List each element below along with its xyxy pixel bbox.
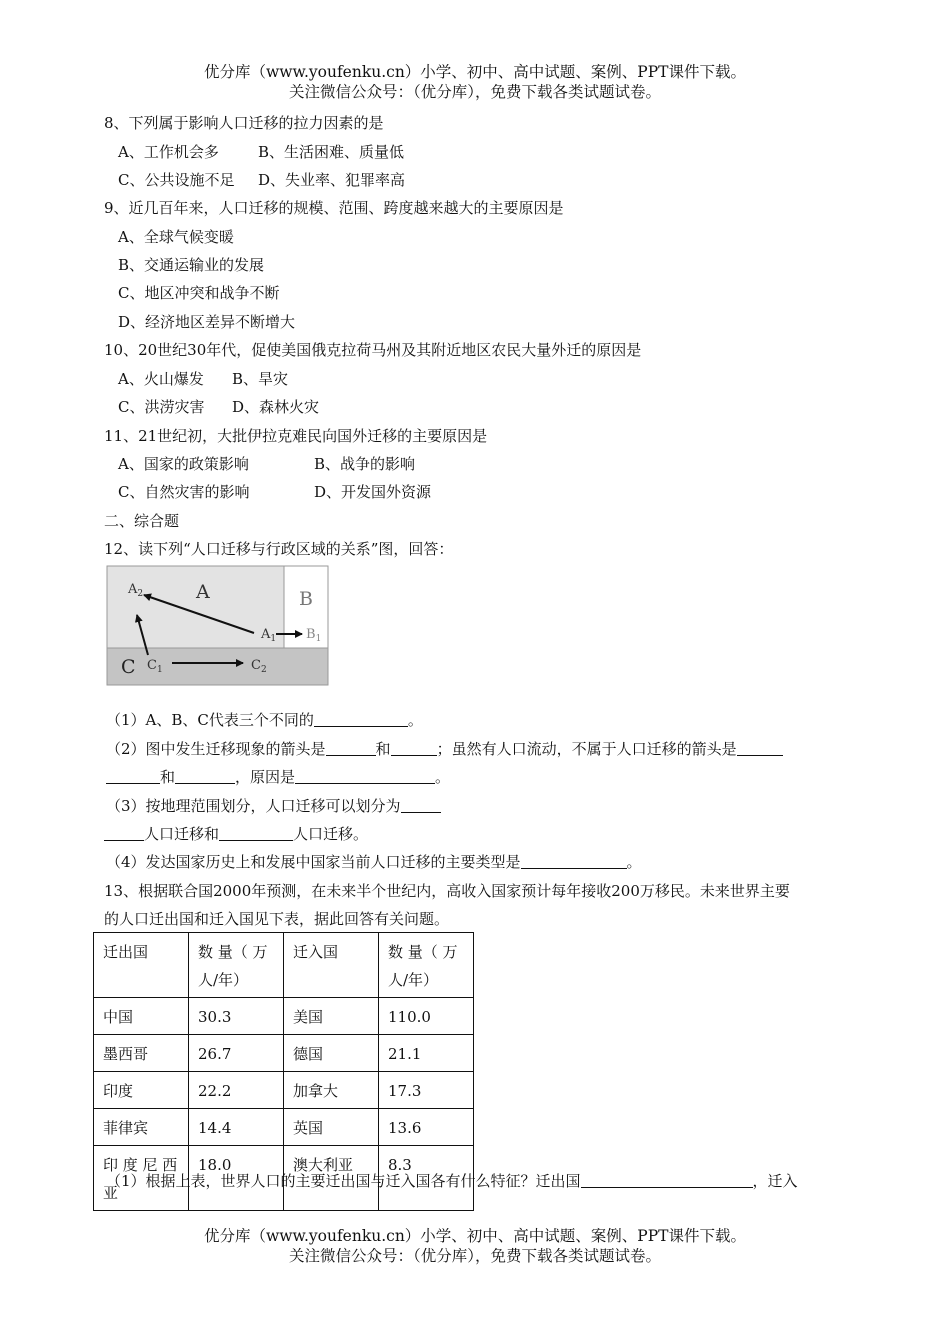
q9-option-a: A、全球气候变暖 <box>118 228 234 246</box>
q10-option-a: A、火山爆发 <box>118 370 204 388</box>
table-row <box>94 1109 474 1146</box>
answer-blank[interactable] <box>219 825 293 841</box>
answer-blank[interactable] <box>391 740 437 756</box>
label-a2: $A_2$ <box>128 582 144 599</box>
cell-emigration-country: 印 度 尼 西 亚 <box>94 1146 189 1211</box>
q9-stem: 9、近几百年来，人口迁移的规模、范围、跨度越来越大的主要原因是 <box>104 199 564 217</box>
cell-emigration-country: 墨西哥 <box>94 1035 189 1072</box>
q10-option-d: D、森林火灾 <box>232 398 320 416</box>
cell-emigration-value: 14.4 <box>189 1109 284 1146</box>
q12-part2-line1: （2）图中发生迁移现象的箭头是 和 ；虽然有人口流动，不属于人口迁移的箭头是 <box>106 739 783 759</box>
q9-option-d: D、经济地区差异不断增大 <box>118 313 296 331</box>
label-c1: $C_1$ <box>147 658 163 675</box>
q12-part3-line2: 人口迁移和 人口迁移。 <box>104 824 368 844</box>
answer-blank[interactable] <box>401 797 441 813</box>
region-c <box>107 648 328 685</box>
label-a1: $A_1$ <box>261 627 277 644</box>
q8-option-c: C、公共设施不足 <box>118 171 235 189</box>
label-c2: $C_2$ <box>251 658 267 675</box>
header-emigration-country: 迁出国 <box>94 933 189 998</box>
cell-emigration-country: 中国 <box>94 998 189 1035</box>
q11-option-a: A、国家的政策影响 <box>118 455 249 473</box>
q12-part2-line2: 和 ，原因是 。 <box>106 767 450 787</box>
q10-options-row1 <box>118 369 288 389</box>
answer-blank[interactable] <box>295 768 435 784</box>
migration-table <box>93 932 474 1211</box>
q12-stem: 12、读下列“人口迁移与行政区域的关系”图，回答： <box>104 540 454 558</box>
q8-options-row2 <box>118 170 405 190</box>
cell-immigration-country: 澳大利亚 <box>284 1146 379 1211</box>
cell-emigration-value: 26.7 <box>189 1035 284 1072</box>
header-immigration-quantity: 数 量（ 万 人/年） <box>379 933 474 998</box>
answer-blank[interactable] <box>521 853 627 869</box>
q11-option-b: B、战争的影响 <box>314 455 416 473</box>
q10-option-c: C、洪涝灾害 <box>118 398 205 416</box>
footer-line-1: 优分库（www.youfenku.cn）小学、初中、高中试题、案例、PPT课件下载。 <box>203 1227 747 1245</box>
q12-part1: （1）A、B、C代表三个不同的 。 <box>106 711 423 729</box>
table-row <box>94 998 474 1035</box>
label-region-b: B <box>299 588 313 610</box>
answer-blank[interactable] <box>737 740 783 756</box>
q11-options-row2 <box>118 482 431 502</box>
region-a <box>107 566 284 648</box>
answer-blank[interactable] <box>106 768 160 784</box>
cell-immigration-country: 加拿大 <box>284 1072 379 1109</box>
q13-stem-line1: 13、根据联合国2000年预测，在未来半个世纪内，高收入国家预计每年接收200万移民。未来世界主要 <box>104 882 790 900</box>
q9-option-b: B、交通运输业的发展 <box>118 256 265 274</box>
migration-diagram <box>106 565 330 687</box>
q10-options-row2 <box>118 397 319 417</box>
table-row <box>94 1072 474 1109</box>
q11-stem: 11、21世纪初，大批伊拉克难民向国外迁移的主要原因是 <box>104 427 488 445</box>
q9-option-c: C、地区冲突和战争不断 <box>118 284 280 302</box>
q11-options-row1 <box>118 454 415 474</box>
q8-option-d: D、失业率、犯罪率高 <box>258 171 406 189</box>
answer-blank[interactable] <box>104 825 144 841</box>
q10-option-b: B、旱灾 <box>232 370 289 388</box>
header-line-2: 关注微信公众号：（优分库），免费下载各类试题试卷。 <box>288 83 661 101</box>
cell-immigration-country: 德国 <box>284 1035 379 1072</box>
cell-immigration-country: 英国 <box>284 1109 379 1146</box>
label-b1: $B_1$ <box>306 627 322 644</box>
q11-option-d: D、开发国外资源 <box>314 483 432 501</box>
label-region-c: C <box>121 656 136 678</box>
label-region-a: A <box>196 581 210 603</box>
table-header-row <box>94 933 474 998</box>
q12-part4: （4）发达国家历史上和发展中国家当前人口迁移的主要类型是 。 <box>106 853 642 871</box>
cell-emigration-country: 印度 <box>94 1072 189 1109</box>
answer-blank[interactable] <box>175 768 235 784</box>
q8-option-b: B、生活困难、质量低 <box>258 143 405 161</box>
answer-blank[interactable] <box>581 1172 753 1188</box>
q13-stem-line2: 的人口迁出国和迁入国见下表，据此回答有关问题。 <box>104 910 450 928</box>
cell-immigration-value: 13.6 <box>379 1109 474 1146</box>
table-row <box>94 1035 474 1072</box>
q11-option-c: C、自然灾害的影响 <box>118 483 250 501</box>
q8-options-row1 <box>118 142 404 162</box>
cell-emigration-value: 18.0 <box>189 1146 284 1211</box>
cell-emigration-value: 22.2 <box>189 1072 284 1109</box>
cell-immigration-value: 17.3 <box>379 1072 474 1109</box>
header-immigration-country: 迁入国 <box>284 933 379 998</box>
cell-immigration-country: 美国 <box>284 998 379 1035</box>
answer-blank[interactable] <box>326 740 376 756</box>
cell-immigration-value: 21.1 <box>379 1035 474 1072</box>
footer-line-2: 关注微信公众号：（优分库），免费下载各类试题试卷。 <box>288 1247 661 1265</box>
header-emigration-quantity: 数 量（ 万 人/年） <box>189 933 284 998</box>
q8-option-a: A、工作机会多 <box>118 143 219 161</box>
header-line-1: 优分库（www.youfenku.cn）小学、初中、高中试题、案例、PPT课件下载。 <box>203 63 747 81</box>
q8-stem: 8、下列属于影响人口迁移的拉力因素的是 <box>104 114 384 132</box>
cell-immigration-value: 110.0 <box>379 998 474 1035</box>
q10-stem: 10、20世纪30年代，促使美国俄克拉荷马州及其附近地区农民大量外迁的原因是 <box>104 341 642 359</box>
cell-emigration-value: 30.3 <box>189 998 284 1035</box>
q13-part1: （1）根据上表，世界人口的主要迁出国与迁入国各有什么特征？迁出国 ，迁入 <box>106 1172 798 1190</box>
answer-blank[interactable] <box>314 711 408 727</box>
cell-emigration-country: 菲律宾 <box>94 1109 189 1146</box>
cell-immigration-value: 8.3 <box>379 1146 474 1211</box>
q12-part3-line1: （3）按地理范围划分，人口迁移可以划分为 <box>106 796 441 816</box>
section-heading: 二、综合题 <box>104 512 180 530</box>
